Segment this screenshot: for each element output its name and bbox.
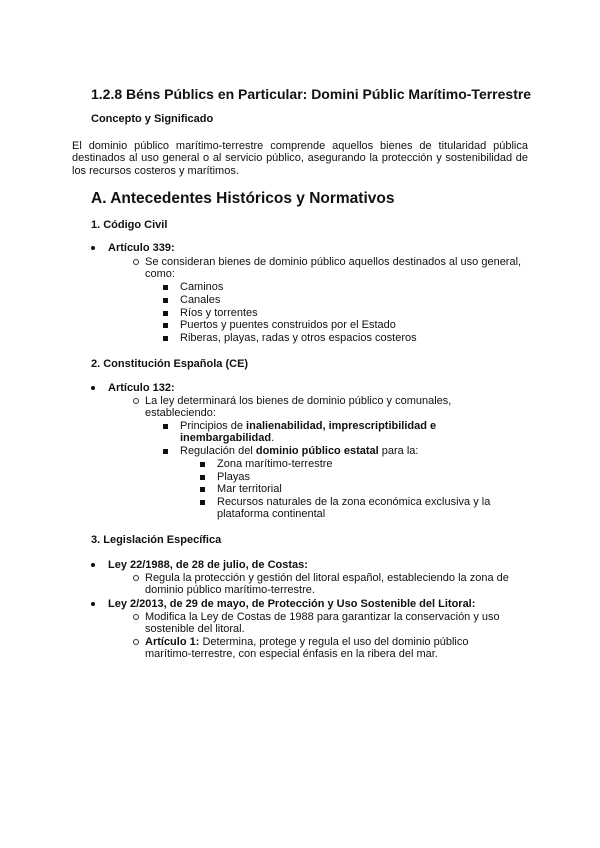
s1-article: Artículo 339: xyxy=(108,242,175,254)
square-bullet-icon xyxy=(163,323,168,328)
square-bullet-icon xyxy=(163,285,168,290)
bullet-icon xyxy=(91,602,95,606)
bullet-icon xyxy=(91,246,95,250)
square-bullet-icon xyxy=(163,449,168,454)
circle-bullet-icon xyxy=(133,614,139,620)
ley2: Ley 2/2013, de 29 de mayo, de Protección y Uso Sostenible del Litoral: xyxy=(108,598,475,610)
ley2-text: Modifica la Ley de Costas de 1988 para garantizar la conservación y uso sostenible del litoral. xyxy=(145,611,520,636)
list-item: Caminos xyxy=(180,281,223,293)
square-bullet-icon xyxy=(163,424,168,429)
ley1: Ley 22/1988, de 28 de julio, de Costas: xyxy=(108,559,308,571)
square-bullet-icon xyxy=(200,475,205,480)
s1-heading: 1. Código Civil xyxy=(91,219,168,231)
list-item: Puertos y puentes construidos por el Estado xyxy=(180,319,396,331)
bullet-icon xyxy=(91,563,95,567)
square-bullet-icon xyxy=(163,311,168,316)
list-item: Recursos naturales de la zona económica exclusiva y la plataforma continental xyxy=(217,496,507,521)
list-item: Riberas, playas, radas y otros espacios costeros xyxy=(180,332,417,344)
square-bullet-icon xyxy=(200,462,205,467)
list-item: Canales xyxy=(180,294,220,306)
bullet-icon xyxy=(91,386,95,390)
s1-text: Se consideran bienes de dominio público aquellos destinados al uso general, como: xyxy=(145,256,530,281)
circle-bullet-icon xyxy=(133,398,139,404)
circle-bullet-icon xyxy=(133,639,139,645)
ley2-article: Artículo 1: Determina, protege y regula el uso del dominio público marítimo-terrestre, con especial énfasis en la ribera del mar. xyxy=(145,636,490,661)
ley1-text: Regula la protección y gestión del litoral español, estableciendo la zona de dominio público marítimo-terrestre. xyxy=(145,572,525,597)
section-a-heading: A. Antecedentes Históricos y Normativos xyxy=(91,190,395,207)
concepto-paragraph: El dominio público marítimo-terrestre comprende aquellos bienes de titularidad pública destinados al uso general o al servicio público, asegurando la protección y sostenibilidad de los recursos costeros y marítimos. xyxy=(72,140,528,177)
list-item: Ríos y torrentes xyxy=(180,307,258,319)
square-bullet-icon xyxy=(200,500,205,505)
list-item: Playas xyxy=(217,471,250,483)
page-title: 1.2.8 Béns Públics en Particular: Domini Públic Marítimo-Terrestre xyxy=(91,86,532,102)
s2-text: La ley determinará los bienes de dominio público y comunales, estableciendo: xyxy=(145,395,465,420)
circle-bullet-icon xyxy=(133,259,139,265)
list-item: Regulación del dominio público estatal para la: xyxy=(180,445,418,457)
circle-bullet-icon xyxy=(133,575,139,581)
concepto-heading: Concepto y Significado xyxy=(91,113,214,125)
s2-heading: 2. Constitución Española (CE) xyxy=(91,358,249,370)
s3-heading: 3. Legislación Específica xyxy=(91,534,222,546)
list-item: Mar territorial xyxy=(217,483,282,495)
list-item: Zona marítimo-terrestre xyxy=(217,458,333,470)
square-bullet-icon xyxy=(163,298,168,303)
list-item: Principios de inalienabilidad, imprescriptibilidad e inembargabilidad. xyxy=(180,420,450,445)
s2-article: Artículo 132: xyxy=(108,382,175,394)
square-bullet-icon xyxy=(163,336,168,341)
square-bullet-icon xyxy=(200,487,205,492)
